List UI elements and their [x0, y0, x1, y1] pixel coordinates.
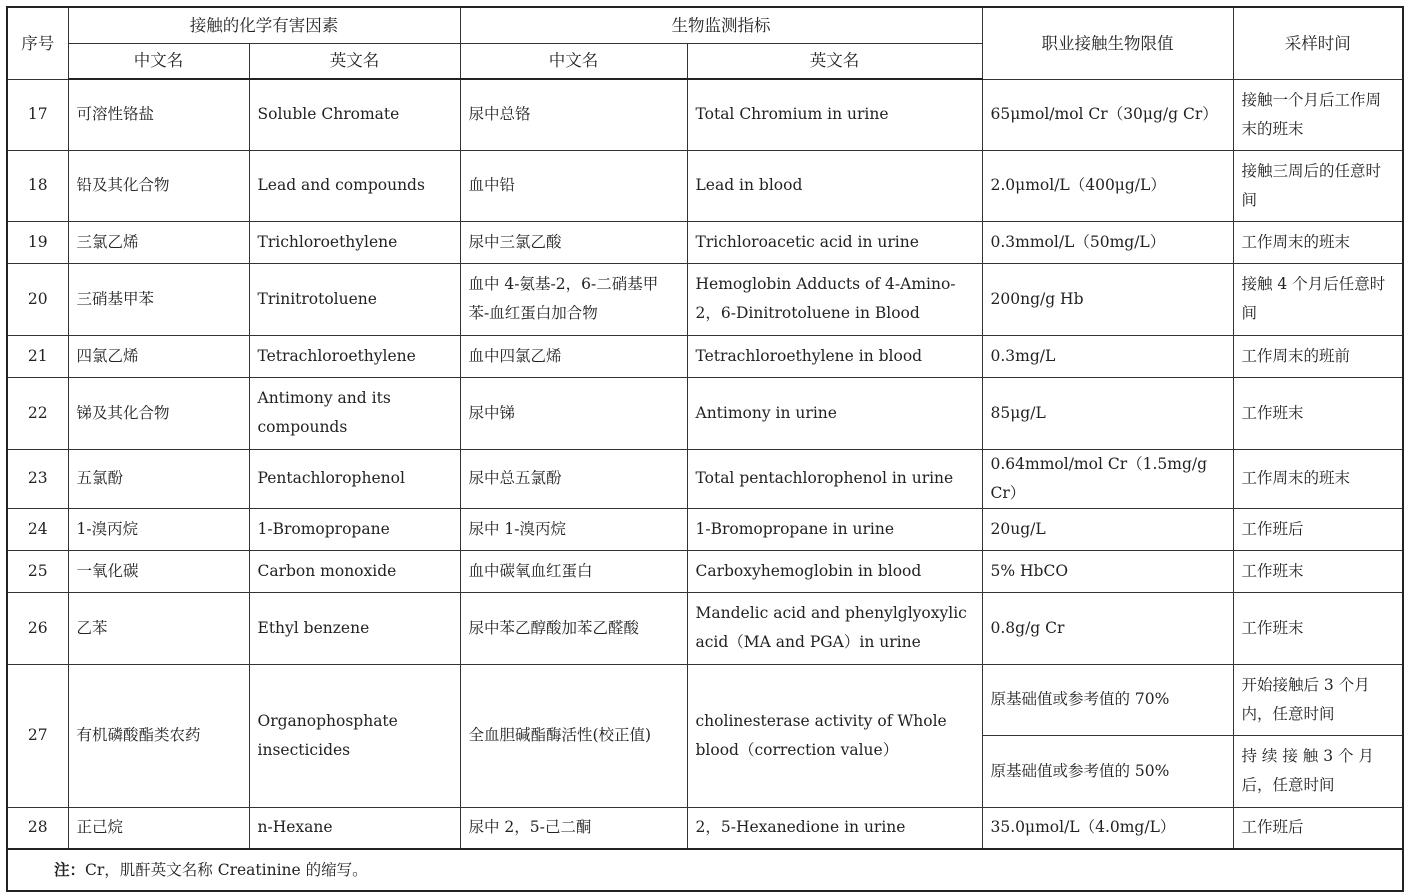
cell-no: 27: [7, 664, 68, 807]
table-row: [7, 449, 1403, 508]
cell-ind-cn: 全血胆碱酯酶活性(校正值): [460, 664, 687, 807]
cell-limit: 85μg/L: [982, 377, 1233, 449]
table-row: [7, 550, 1403, 592]
cell-chem-cn: 五氯酚: [68, 449, 249, 508]
cell-chem-cn: 有机磷酸酯类农药: [68, 664, 249, 807]
cell-time: 持 续 接 触 3 个 月后，任意时间: [1233, 735, 1403, 807]
note-label: 注：: [54, 860, 86, 879]
cell-ind-cn: 尿中三氯乙酸: [460, 221, 687, 263]
cell-ind-cn: 尿中 2，5-己二酮: [460, 807, 687, 849]
cell-no: 17: [7, 79, 68, 150]
cell-limit: 20ug/L: [982, 508, 1233, 550]
biomonitoring-table: [6, 6, 1404, 892]
header-monitor-group: 生物监测指标: [460, 7, 982, 43]
cell-chem-en: Antimony and its compounds: [249, 377, 460, 449]
cell-limit: 原基础值或参考值的 50%: [982, 735, 1233, 807]
cell-time: 工作周末的班末: [1233, 449, 1403, 508]
header-chemical-group: 接触的化学有害因素: [68, 7, 460, 43]
cell-time: 工作班末: [1233, 377, 1403, 449]
cell-ind-cn: 尿中总五氯酚: [460, 449, 687, 508]
cell-chem-cn: 一氧化碳: [68, 550, 249, 592]
cell-chem-en: Lead and compounds: [249, 150, 460, 221]
cell-time: 工作周末的班末: [1233, 221, 1403, 263]
header-chem-en: 英文名: [249, 43, 460, 79]
cell-chem-cn: 正己烷: [68, 807, 249, 849]
cell-limit: 5% HbCO: [982, 550, 1233, 592]
cell-limit: 200ng/g Hb: [982, 263, 1233, 335]
cell-time: 工作班后: [1233, 508, 1403, 550]
cell-time: 接触 4 个月后任意时间: [1233, 263, 1403, 335]
cell-chem-en: Tetrachloroethylene: [249, 335, 460, 377]
cell-ind-cn: 尿中总铬: [460, 79, 687, 150]
cell-ind-cn: 尿中 1-溴丙烷: [460, 508, 687, 550]
header-chem-cn: 中文名: [68, 43, 249, 79]
note-row: [7, 849, 1403, 891]
cell-time: 接触一个月后工作周末的班末: [1233, 79, 1403, 150]
cell-chem-cn: 可溶性铬盐: [68, 79, 249, 150]
table-note: [7, 849, 1403, 891]
cell-ind-cn: 尿中苯乙醇酸加苯乙醛酸: [460, 592, 687, 664]
cell-limit: 65μmol/mol Cr（30μg/g Cr）: [982, 79, 1233, 150]
cell-no: 22: [7, 377, 68, 449]
cell-chem-cn: 锑及其化合物: [68, 377, 249, 449]
cell-ind-en: Carboxyhemoglobin in blood: [687, 550, 982, 592]
cell-ind-en: Total Chromium in urine: [687, 79, 982, 150]
cell-ind-en: Total pentachlorophenol in urine: [687, 449, 982, 508]
table-row: [7, 221, 1403, 263]
cell-limit: 原基础值或参考值的 70%: [982, 664, 1233, 735]
table-row: [7, 664, 1403, 735]
cell-ind-cn: 血中铅: [460, 150, 687, 221]
table-row: [7, 508, 1403, 550]
cell-ind-en: 1-Bromopropane in urine: [687, 508, 982, 550]
cell-ind-en: Lead in blood: [687, 150, 982, 221]
header-limit: 职业接触生物限值: [982, 7, 1233, 79]
table-row: [7, 592, 1403, 664]
cell-no: 24: [7, 508, 68, 550]
cell-limit: 2.0μmol/L（400μg/L）: [982, 150, 1233, 221]
cell-no: 25: [7, 550, 68, 592]
table-row: [7, 150, 1403, 221]
cell-chem-en: Organophosphate insecticides: [249, 664, 460, 807]
cell-ind-en: Tetrachloroethylene in blood: [687, 335, 982, 377]
cell-ind-en: Antimony in urine: [687, 377, 982, 449]
header-ind-en: 英文名: [687, 43, 982, 79]
cell-ind-en: 2，5-Hexanedione in urine: [687, 807, 982, 849]
cell-time: 接触三周后的任意时间: [1233, 150, 1403, 221]
cell-ind-cn: 血中 4-氨基-2，6-二硝基甲苯-血红蛋白加合物: [460, 263, 687, 335]
cell-no: 28: [7, 807, 68, 849]
cell-time: 工作周末的班前: [1233, 335, 1403, 377]
table-row: [7, 377, 1403, 449]
table-row: [7, 263, 1403, 335]
cell-time: 开始接触后 3 个月内，任意时间: [1233, 664, 1403, 735]
header-seq: 序号: [7, 7, 68, 79]
table-row: [7, 79, 1403, 150]
cell-ind-en: Trichloroacetic acid in urine: [687, 221, 982, 263]
cell-chem-en: Ethyl benzene: [249, 592, 460, 664]
cell-chem-cn: 铅及其化合物: [68, 150, 249, 221]
cell-chem-cn: 三硝基甲苯: [68, 263, 249, 335]
header-sampling: 采样时间: [1233, 7, 1403, 79]
cell-ind-en: cholinesterase activity of Whole blood（correction value）: [687, 664, 982, 807]
cell-chem-cn: 四氯乙烯: [68, 335, 249, 377]
cell-no: 19: [7, 221, 68, 263]
cell-no: 18: [7, 150, 68, 221]
cell-limit: 0.3mg/L: [982, 335, 1233, 377]
cell-limit: 0.8g/g Cr: [982, 592, 1233, 664]
cell-chem-cn: 三氯乙烯: [68, 221, 249, 263]
cell-time: 工作班后: [1233, 807, 1403, 849]
cell-time: 工作班末: [1233, 592, 1403, 664]
table-row: [7, 807, 1403, 849]
cell-chem-en: Trinitrotoluene: [249, 263, 460, 335]
cell-chem-en: Carbon monoxide: [249, 550, 460, 592]
cell-no: 20: [7, 263, 68, 335]
cell-no: 21: [7, 335, 68, 377]
cell-chem-en: n-Hexane: [249, 807, 460, 849]
note-text: Cr，肌酐英文名称 Creatinine 的缩写。: [85, 861, 368, 879]
cell-limit: 35.0μmol/L（4.0mg/L）: [982, 807, 1233, 849]
cell-chem-en: Pentachlorophenol: [249, 449, 460, 508]
cell-limit: 0.3mmol/L（50mg/L）: [982, 221, 1233, 263]
cell-ind-cn: 血中四氯乙烯: [460, 335, 687, 377]
cell-chem-cn: 乙苯: [68, 592, 249, 664]
cell-no: 23: [7, 449, 68, 508]
header-ind-cn: 中文名: [460, 43, 687, 79]
cell-chem-en: 1-Bromopropane: [249, 508, 460, 550]
cell-no: 26: [7, 592, 68, 664]
cell-chem-en: Soluble Chromate: [249, 79, 460, 150]
cell-ind-en: Mandelic acid and phenylglyoxylic acid（MA and PGA）in urine: [687, 592, 982, 664]
table-row: [7, 335, 1403, 377]
cell-limit: 0.64mmol/mol Cr（1.5mg/g Cr）: [982, 449, 1233, 508]
cell-ind-en: Hemoglobin Adducts of 4-Amino-2，6-Dinitrotoluene in Blood: [687, 263, 982, 335]
cell-ind-cn: 血中碳氧血红蛋白: [460, 550, 687, 592]
cell-time: 工作班末: [1233, 550, 1403, 592]
cell-chem-cn: 1-溴丙烷: [68, 508, 249, 550]
cell-chem-en: Trichloroethylene: [249, 221, 460, 263]
cell-ind-cn: 尿中锑: [460, 377, 687, 449]
